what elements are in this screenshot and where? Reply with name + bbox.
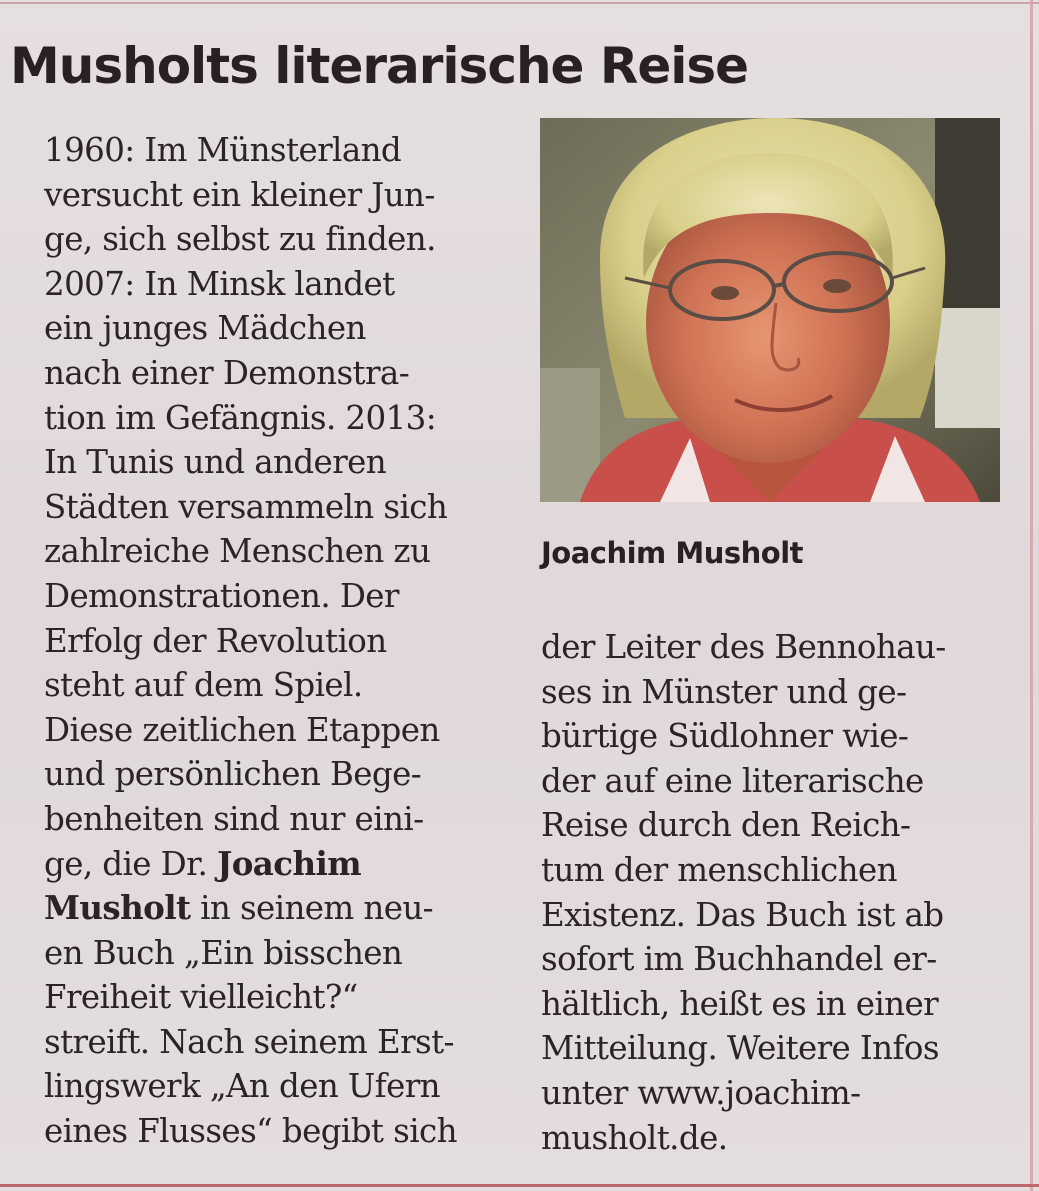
line-text: steht auf dem Spiel. [44,666,363,705]
line-text: eines Flusses“ begibt sich [44,1112,457,1151]
text-line [44,619,504,664]
line-text: 2007: In Minsk landet [44,264,395,303]
text-line [44,128,504,173]
line-text: In Tunis und anderen [44,443,387,482]
line-text: streift. Nach seinem Erst- [44,1022,454,1061]
line-text: Erfolg der Revolution [44,621,387,660]
text-line [44,975,504,1020]
line-text: und persönlichen Bege- [44,755,422,794]
body-column-left [44,128,504,1154]
line-text: nach einer Demonstra- [44,353,410,392]
text-line: der Leiter des Bennohau- [541,628,946,666]
line-text: Freiheit vielleicht?“ [44,978,358,1017]
text-line [44,842,504,887]
text-line: sofort im Buchhandel er- [541,940,937,979]
line-text: Diese zeitlichen Etappen [44,710,440,749]
bottom-edge-rule [0,1184,1039,1187]
portrait-illustration [540,118,1000,502]
bold-name: Joachim [216,843,362,883]
top-edge-rule [0,2,1039,4]
right-edge-rule [1030,0,1033,1191]
line-text: benheiten sind nur eini- [44,799,424,838]
line-text: versucht ein kleiner Jun- [44,175,435,214]
text-line [44,173,504,218]
text-line [44,574,504,619]
text-line [44,931,504,976]
text-line [44,1064,504,1109]
headline: Musholts literarische Reise [10,37,749,95]
text-line: Reise durch den Reich- [541,806,911,845]
text-line [44,1020,504,1065]
line-text: ein junges Mädchen [44,309,366,348]
text-line [44,886,504,931]
text-line: ses in Münster und ge- [541,672,907,711]
text-line [44,440,504,485]
text-line [44,752,504,797]
text-line [44,351,504,396]
line-text: en Buch „Ein bisschen [44,933,403,972]
text-line: hältlich, heißt es in einer [541,984,939,1023]
portrait-photo [540,118,1000,502]
text-line [44,797,504,842]
line-text: in seinem neu- [190,889,434,928]
line-text: 1960: Im Münsterland [44,131,402,169]
text-line: tum der menschlichen [541,850,897,889]
text-line [44,396,504,441]
text-line: Existenz. Das Buch ist ab [541,895,944,934]
text-line [44,663,504,708]
text-line: bürtige Südlohner wie- [541,717,909,756]
text-line [44,708,504,753]
text-line [44,485,504,530]
line-text: tion im Gefängnis. 2013: [44,398,437,437]
line-text: lingswerk „An den Ufern [44,1067,441,1106]
photo-caption: Joachim Musholt [541,536,804,570]
text-line: Mitteilung. Weitere Infos [541,1029,939,1068]
text-line [44,217,504,262]
text-line: der auf eine literarische [541,761,924,800]
line-text: Städten versammeln sich [44,487,448,526]
body-column-right [541,625,1001,1160]
text-line [44,529,504,574]
line-text: ge, die Dr. [44,844,217,883]
text-line: musholt.de. [541,1118,728,1157]
line-text: zahlreiche Menschen zu [44,532,431,571]
text-line [44,306,504,351]
text-line [44,262,504,307]
bold-name: Musholt [44,888,191,928]
text-line [44,1109,504,1154]
line-text: Demonstrationen. Der [44,576,399,615]
text-line: unter www.joachim- [541,1073,861,1112]
line-text: ge, sich selbst zu finden. [44,220,436,259]
